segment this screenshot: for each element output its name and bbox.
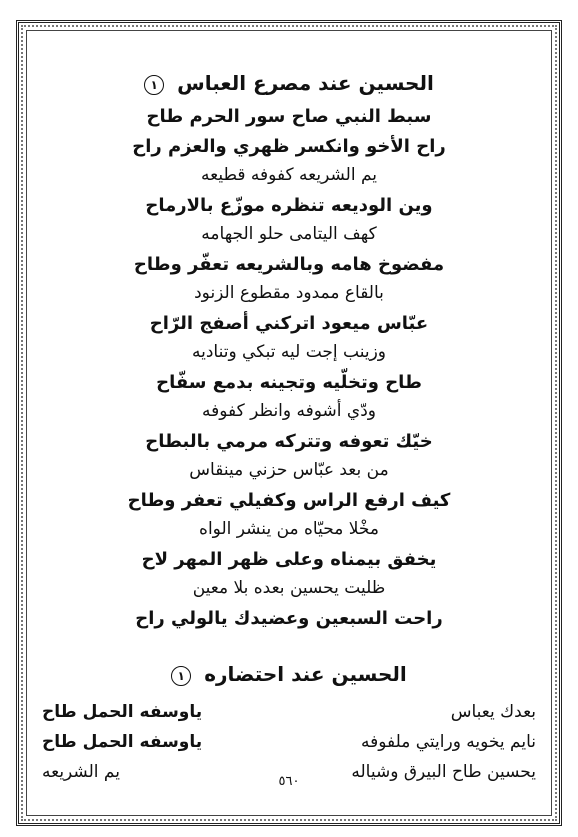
poem-line: مخْلا محيّاه من ينشر الواه [199,519,379,539]
poem-title-1-text: الحسين عند مصرع العباس [177,71,434,95]
poem-row [42,727,536,757]
poem-hemistich-second: يم الشريعه [42,762,120,782]
poem-line: يم الشريعه كفوفه قطيعه [201,165,377,185]
poem-line: كهف اليتامى حلو الجهامه [201,224,377,244]
poem-line: كيف ارفع الراس وكفيلي تعفر وطاح [127,489,451,511]
poem-title-1 [30,70,548,96]
poem-hemistich-first: يحسين طاح البيرق وشياله [351,762,536,782]
poem-title-2 [30,661,548,687]
poem-line: ودّي أشوفه وانظر كفوفه [202,401,376,421]
poem-1 [30,102,548,633]
poem-line: وين الوديعه تنظره موزّع بالارماح [145,194,433,216]
poem-line: بالقاع ممدود مقطوع الزنود [194,283,384,303]
poem-line: طاح وتخلّيه وتجينه بدمع سفّاح [156,371,422,393]
poem-line: ظليت يحسين بعده بلا معين [192,578,386,598]
poem-line: من بعد عبّاس حزني مينقاس [189,460,389,480]
poem-line: راحت السبعين وعضيدك يالولي راح [135,607,443,629]
poem-title-2-text: الحسين عند احتضاره [204,662,407,686]
poem-line: عبّاس ميعود اتركني أصفج الرّاح [149,312,429,334]
page-content [30,30,548,810]
page-number: ٥٦٠ [278,774,300,789]
footnote-marker-2: ١ [171,666,191,686]
poem-hemistich-first: نايم يخويه ورايتي ملفوفه [360,732,536,752]
poem-line: مفضوخ هامه وبالشريعه تعفّر وطاح [133,253,445,275]
poem-line: سبط النبي صاح سور الحرم طاح [146,106,432,127]
footnote-marker-1: ١ [144,75,164,95]
poem-line: يخفق بيمناه وعلى ظهر المهر لاح [141,548,437,570]
poem-hemistich-second: ياوسفه الحمل طاح [42,732,203,752]
poem-line: وزينب إجت ليه تبكي وتناديه [191,342,387,362]
poem-row [42,697,536,727]
poem-line: راح الأخو وانكسر ظهري والعزم راح [132,135,446,157]
poem-line: خيّك تعوفه وتتركه مرمي بالبطاح [145,430,433,452]
poem-hemistich-second: ياوسفه الحمل طاح [42,702,203,722]
poem-hemistich-first: بعدك يعباس [450,702,536,722]
